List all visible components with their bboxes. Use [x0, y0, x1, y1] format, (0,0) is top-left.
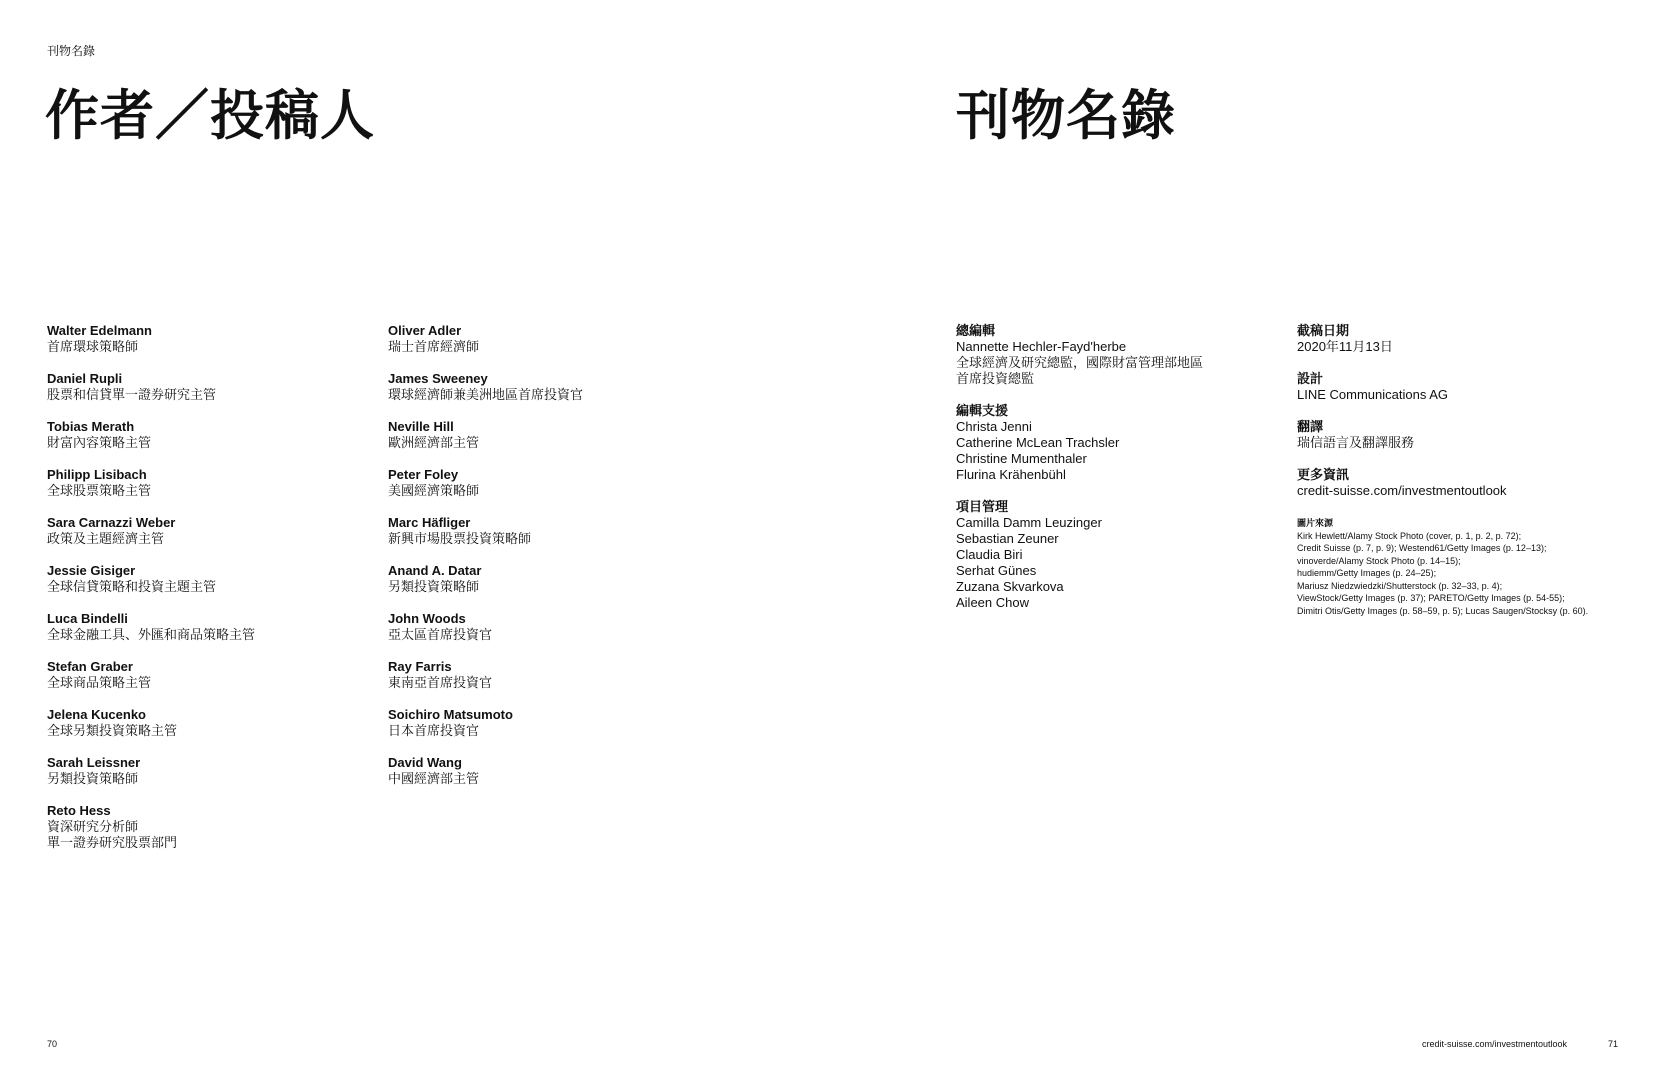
imprint-section-label: 截稿日期 — [1297, 323, 1350, 338]
contributor-entry — [388, 419, 708, 451]
contributor-name: John Woods — [388, 611, 466, 626]
contributor-role: 全球商品策略主管 — [47, 675, 152, 690]
contributor-role: 歐洲經濟部主管 — [388, 435, 480, 450]
contributor-role: 首席環球策略師 — [47, 339, 139, 354]
footer-url[interactable]: credit-suisse.com/investmentoutlook — [1422, 1039, 1568, 1049]
contributor-name: Anand A. Datar — [388, 563, 482, 578]
contributor-entry — [47, 803, 367, 851]
imprint-section — [956, 403, 1276, 483]
contributor-entry — [388, 371, 708, 403]
contributor-role: 單一證券研究股票部門 — [47, 835, 178, 850]
page-title-contributors: 作者／投稿人 — [45, 86, 375, 146]
contributor-role: 另類投資策略師 — [388, 579, 480, 594]
contributor-name: David Wang — [388, 755, 462, 770]
imprint-section-value: Nannette Hechler-Fayd'herbe — [956, 339, 1127, 354]
imprint-section-value: LINE Communications AG — [1297, 387, 1449, 402]
page-number-right: 71 — [1608, 1039, 1619, 1049]
image-credit-line: ViewStock/Getty Images (p. 37); PARETO/Getty Images (p. 54-55); — [1297, 593, 1565, 603]
contributor-name: Marc Häfliger — [388, 515, 471, 530]
contributor-name: Sarah Leissner — [47, 755, 141, 770]
contributor-entry — [47, 467, 367, 499]
imprint-section — [956, 499, 1276, 611]
image-credits — [1297, 517, 1637, 617]
page-title-imprint: 刊物名錄 — [956, 86, 1176, 146]
contributor-name: Jelena Kucenko — [47, 707, 146, 722]
imprint-section-value: Christa Jenni — [956, 419, 1032, 434]
imprint-section-value: 2020年11月13日 — [1297, 339, 1393, 354]
contributor-entry — [388, 755, 708, 787]
imprint-section-value: Flurina Krähenbühl — [956, 467, 1066, 482]
contributor-role: 瑞士首席經濟師 — [388, 339, 480, 354]
contributor-role: 全球另類投資策略主管 — [47, 723, 178, 738]
contributor-role: 財富內容策略主管 — [47, 435, 152, 450]
contributor-entry — [47, 707, 367, 739]
running-header: 刊物名錄 — [47, 44, 96, 58]
contributor-role: 東南亞首席投資官 — [388, 675, 493, 690]
contributor-entry — [388, 611, 708, 643]
contributor-role: 資深研究分析師 — [47, 819, 139, 834]
contributor-name: Reto Hess — [47, 803, 111, 818]
contributor-name: Ray Farris — [388, 659, 452, 674]
imprint-section-label: 編輯支援 — [956, 403, 1009, 418]
image-credit-line: Mariusz Niedzwiedzki/Shutterstock (p. 32–33, p. 4); — [1297, 580, 1503, 591]
image-credit-line: Credit Suisse (p. 7, p. 9); Westend61/Getty Images (p. 12–13); — [1297, 543, 1547, 553]
info-link[interactable]: credit-suisse.com/investmentoutlook — [1297, 483, 1507, 498]
contributor-entry — [47, 563, 367, 595]
contributor-entry — [47, 611, 367, 643]
contributor-name: Oliver Adler — [388, 323, 462, 338]
contributor-role: 全球信貸策略和投資主題主管 — [47, 579, 217, 594]
contributor-name: Daniel Rupli — [47, 371, 123, 386]
contributor-name: Stefan Graber — [47, 659, 133, 674]
imprint-section-value: Claudia Biri — [956, 547, 1023, 562]
contributor-entry — [388, 659, 708, 691]
contributor-role: 股票和信貸單一證券研究主管 — [47, 387, 217, 402]
contributor-entry — [388, 563, 708, 595]
contributor-entry — [47, 419, 367, 451]
imprint-section-value: Zuzana Skvarkova — [956, 579, 1064, 594]
imprint-section-value: 瑞信語言及翻譯服務 — [1297, 435, 1415, 450]
imprint-section — [1297, 467, 1637, 499]
imprint-section-value: Catherine McLean Trachsler — [956, 435, 1120, 450]
page-number-left: 70 — [47, 1039, 58, 1049]
contributor-role: 中國經濟部主管 — [388, 771, 480, 786]
imprint-section-value: Christine Mumenthaler — [956, 451, 1087, 466]
contributor-name: Sara Carnazzi Weber — [47, 515, 176, 530]
imprint-column-info — [1297, 323, 1637, 617]
image-credit-line: vinoverde/Alamy Stock Photo (p. 14–15); — [1297, 555, 1461, 566]
imprint-section-value: 全球經濟及研究總監，國際財富管理部地區 — [956, 355, 1204, 370]
imprint-column-editorial — [956, 323, 1276, 627]
contributor-role: 全球金融工具、外匯和商品策略主管 — [47, 627, 256, 642]
contributor-role: 另類投資策略師 — [47, 771, 139, 786]
imprint-section — [1297, 323, 1637, 355]
image-credit-line: Dimitri Otis/Getty Images (p. 58–59, p. 5); Lucas Saugen/Stocksy (p. 60). — [1297, 605, 1589, 616]
contributor-name: Luca Bindelli — [47, 611, 128, 626]
image-credit-line: Kirk Hewlett/Alamy Stock Photo (cover, p. 1, p. 2, p. 72); — [1297, 530, 1522, 541]
contributor-role: 新興市場股票投資策略師 — [388, 531, 532, 546]
imprint-section-value: Aileen Chow — [956, 595, 1029, 610]
contributor-name: Neville Hill — [388, 419, 454, 434]
contributor-entry — [388, 323, 708, 355]
contributor-entry — [47, 515, 367, 547]
image-credits-label: 圖片來源 — [1297, 518, 1334, 528]
contributor-role: 美國經濟策略師 — [388, 483, 480, 498]
contributor-entry — [388, 707, 708, 739]
contributor-role: 亞太區首席投資官 — [388, 627, 493, 642]
imprint-section-label: 翻譯 — [1297, 419, 1324, 434]
contributor-entry — [47, 371, 367, 403]
contributor-role: 日本首席投資官 — [388, 723, 480, 738]
contributor-name: Walter Edelmann — [47, 323, 152, 338]
contributor-entry — [47, 659, 367, 691]
contributor-entry — [47, 323, 367, 355]
imprint-section-label: 設計 — [1297, 371, 1324, 386]
imprint-section — [1297, 371, 1637, 403]
contributor-name: Tobias Merath — [47, 419, 135, 434]
imprint-section-value: Sebastian Zeuner — [956, 531, 1059, 546]
contributors-column-1 — [47, 323, 367, 867]
contributor-entry — [47, 755, 367, 787]
contributor-entry — [388, 467, 708, 499]
contributor-name: Peter Foley — [388, 467, 459, 482]
imprint-section-label: 更多資訊 — [1297, 467, 1350, 482]
imprint-section-value: 首席投資總監 — [956, 371, 1035, 386]
image-credit-line: hudiemm/Getty Images (p. 24–25); — [1297, 568, 1437, 578]
contributor-role: 環球經濟師兼美洲地區首席投資官 — [388, 387, 584, 402]
imprint-section-value: Serhat Günes — [956, 563, 1037, 578]
imprint-section — [1297, 419, 1637, 451]
imprint-section-label: 總編輯 — [956, 323, 996, 338]
contributor-name: Soichiro Matsumoto — [388, 707, 513, 722]
contributor-name: James Sweeney — [388, 371, 488, 386]
contributors-column-2 — [388, 323, 708, 803]
contributor-entry — [388, 515, 708, 547]
imprint-section — [956, 323, 1276, 387]
imprint-section-label: 項目管理 — [956, 499, 1009, 514]
contributor-role: 全球股票策略主管 — [47, 483, 152, 498]
contributor-role: 政策及主題經濟主管 — [47, 531, 165, 546]
contributor-name: Philipp Lisibach — [47, 467, 147, 482]
contributor-name: Jessie Gisiger — [47, 563, 136, 578]
imprint-section-value: Camilla Damm Leuzinger — [956, 515, 1102, 530]
